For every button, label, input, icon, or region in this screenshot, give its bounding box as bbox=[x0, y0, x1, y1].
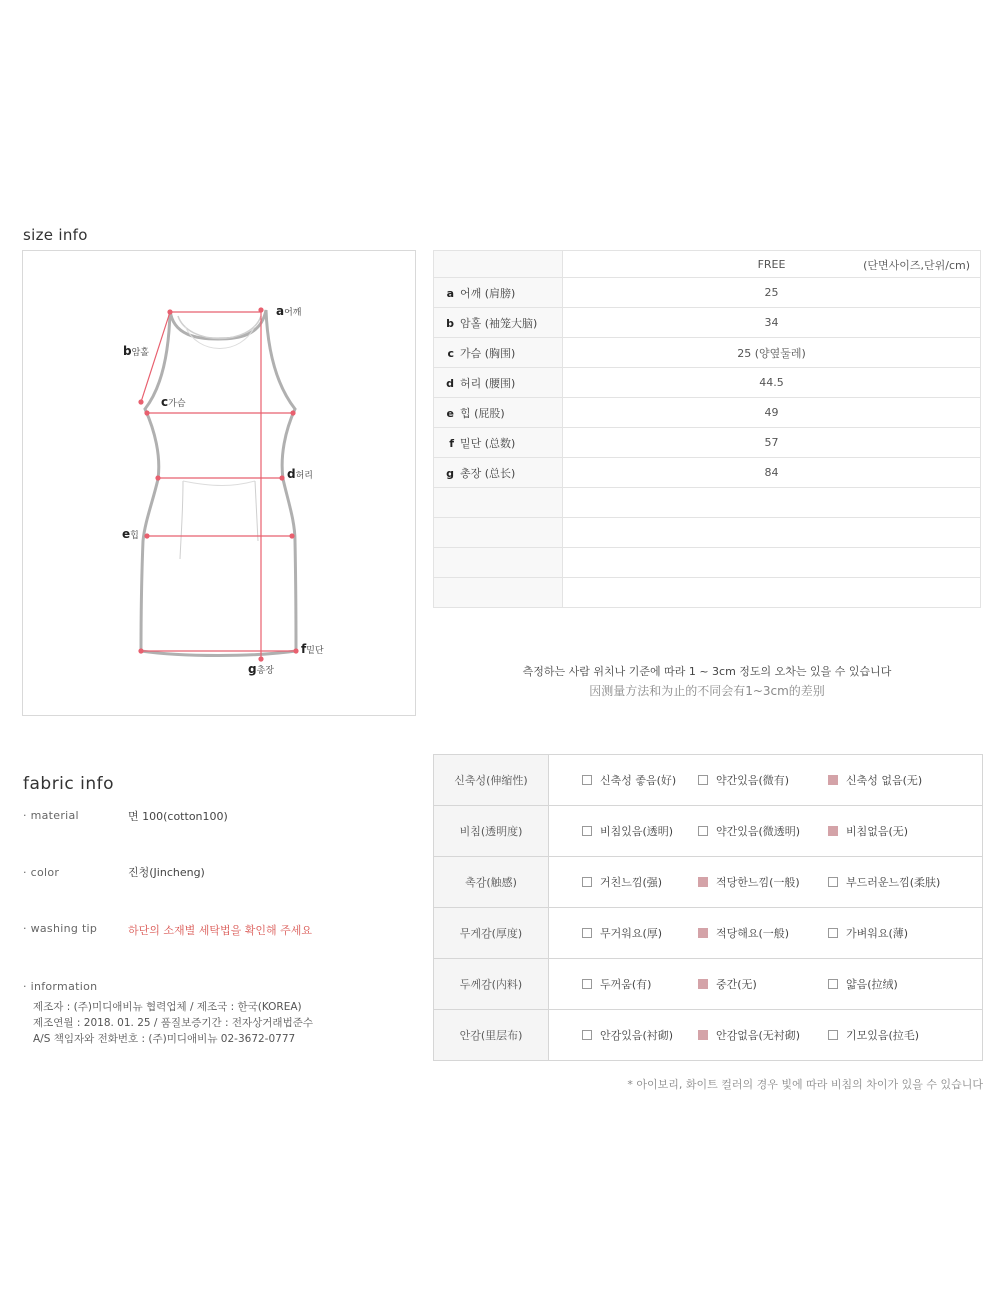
row-label: 밑단 (总数) bbox=[460, 436, 516, 450]
row-value: 25 bbox=[563, 278, 981, 308]
property-option: 가벼워요(薄) bbox=[828, 925, 908, 941]
measure-point-e2 bbox=[290, 534, 294, 538]
row-label: 힙 (屁股) bbox=[460, 406, 505, 420]
transparency-footnote: * 아이보리, 화이트 컬러의 경우 빛에 따라 비침의 차이가 있을 수 있습니다 bbox=[627, 1078, 983, 1091]
checkbox-icon bbox=[582, 1030, 592, 1040]
checkbox-icon bbox=[582, 826, 592, 836]
diagram-label-d: d허리 bbox=[287, 467, 313, 481]
color-label: · color bbox=[23, 866, 60, 879]
fabric-info-title: fabric info bbox=[23, 774, 115, 794]
diagram-label-b: b암홀 bbox=[123, 344, 149, 358]
diagram-label-c: c가슴 bbox=[161, 395, 186, 409]
size-column-free: FREE bbox=[757, 257, 786, 271]
info-line-as: A/S 책임자와 전화번호 : (주)미디애비뉴 02-3672-0777 bbox=[33, 1033, 296, 1045]
dress-outline bbox=[141, 310, 296, 656]
checkbox-icon bbox=[582, 775, 592, 785]
checkbox-checked-icon bbox=[698, 928, 708, 938]
property-option-selected: 중간(无) bbox=[698, 976, 757, 992]
checkbox-icon bbox=[698, 775, 708, 785]
table-row bbox=[434, 458, 981, 488]
row-value: 34 bbox=[563, 308, 981, 338]
property-label: 안감(里层布) bbox=[434, 1010, 549, 1061]
property-row bbox=[434, 1010, 983, 1061]
information-block bbox=[33, 999, 313, 1047]
property-option: 두꺼움(有) bbox=[582, 976, 651, 992]
dress-illustration bbox=[23, 251, 415, 715]
seam-right bbox=[255, 481, 258, 541]
measure-point-c1 bbox=[145, 411, 149, 415]
property-label: 두께감(内料) bbox=[434, 959, 549, 1010]
checkbox-checked-icon bbox=[828, 826, 838, 836]
property-row bbox=[434, 959, 983, 1010]
property-option: 부드러운느낌(柔肤) bbox=[828, 874, 940, 890]
property-option: 비침있음(透明) bbox=[582, 823, 673, 839]
measurement-note-cn: 因测量方法和为止的不同会有1~3cm的差别 bbox=[589, 684, 825, 698]
diagram-label-f: f밑단 bbox=[301, 642, 324, 656]
property-row bbox=[434, 755, 983, 806]
diagram-label-e: e힙 bbox=[122, 527, 139, 541]
property-option: 얇음(拉绒) bbox=[828, 976, 898, 992]
information-label: · information bbox=[23, 980, 98, 993]
checkbox-icon bbox=[828, 979, 838, 989]
table-row bbox=[434, 338, 981, 368]
table-row bbox=[434, 278, 981, 308]
row-key: e bbox=[446, 406, 454, 420]
row-label: 가슴 (胸围) bbox=[460, 346, 516, 360]
row-label: 어깨 (肩膀) bbox=[460, 286, 516, 300]
property-label: 신축성(伸缩性) bbox=[434, 755, 549, 806]
checkbox-icon bbox=[582, 979, 592, 989]
row-key: g bbox=[446, 466, 454, 480]
checkbox-icon bbox=[582, 928, 592, 938]
measure-point-g bbox=[259, 657, 263, 661]
checkbox-checked-icon bbox=[698, 877, 708, 887]
washing-tip-value: 하단의 소재별 세탁법을 확인해 주세요 bbox=[128, 924, 313, 937]
checkbox-icon bbox=[828, 928, 838, 938]
info-line-date: 제조연월 : 2018. 01. 25 / 품질보증기간 : 전자상거래법준수 bbox=[33, 1017, 314, 1029]
row-value: 84 bbox=[563, 458, 981, 488]
seam-waist bbox=[183, 481, 255, 486]
row-key: c bbox=[447, 346, 454, 360]
measure-point-f1 bbox=[139, 649, 143, 653]
table-row-empty bbox=[434, 488, 981, 518]
fabric-properties-table bbox=[433, 754, 983, 1061]
property-option: 신축성 좋음(好) bbox=[582, 772, 676, 788]
table-row-empty bbox=[434, 578, 981, 608]
material-label: · material bbox=[23, 809, 79, 822]
measure-point-d2 bbox=[280, 476, 284, 480]
measure-point-f2 bbox=[294, 649, 298, 653]
row-key: b bbox=[446, 316, 454, 330]
row-value: 49 bbox=[563, 398, 981, 428]
property-row bbox=[434, 908, 983, 959]
checkbox-icon bbox=[582, 877, 592, 887]
row-key: f bbox=[449, 436, 454, 450]
table-row bbox=[434, 398, 981, 428]
size-table bbox=[433, 250, 981, 608]
property-option: 기모있음(拉毛) bbox=[828, 1027, 919, 1043]
material-value: 면 100(cotton100) bbox=[128, 810, 228, 823]
measure-point-c2 bbox=[291, 411, 295, 415]
property-option: 무거워요(厚) bbox=[582, 925, 662, 941]
table-row bbox=[434, 308, 981, 338]
seam-left bbox=[180, 481, 183, 559]
color-value: 진청(Jincheng) bbox=[128, 866, 205, 879]
measure-point-e1 bbox=[145, 534, 149, 538]
property-option: 약간있음(微有) bbox=[698, 772, 789, 788]
property-option-selected: 비침없음(无) bbox=[828, 823, 908, 839]
row-key: d bbox=[446, 376, 454, 390]
row-value: 44.5 bbox=[563, 368, 981, 398]
checkbox-checked-icon bbox=[698, 979, 708, 989]
row-label: 암홀 (袖笼大脑) bbox=[460, 316, 538, 330]
row-label: 허리 (腰围) bbox=[460, 376, 516, 390]
property-label: 비침(透明度) bbox=[434, 806, 549, 857]
row-value: 57 bbox=[563, 428, 981, 458]
row-value: 25 (양옆둘레) bbox=[563, 338, 981, 368]
size-info-title: size info bbox=[23, 226, 88, 244]
table-row bbox=[434, 428, 981, 458]
property-option-selected: 신축성 없음(无) bbox=[828, 772, 922, 788]
checkbox-icon bbox=[698, 826, 708, 836]
row-key: a bbox=[446, 286, 454, 300]
unit-note: (단면사이즈,단위/cm) bbox=[863, 259, 970, 272]
washing-tip-label: · washing tip bbox=[23, 922, 98, 935]
measurement-note-ko: 측정하는 사람 위치나 기준에 따라 1 ~ 3cm 정도의 오차는 있을 수 있습니다 bbox=[522, 665, 892, 678]
checkbox-checked-icon bbox=[698, 1030, 708, 1040]
checkbox-checked-icon bbox=[828, 775, 838, 785]
size-table-corner bbox=[434, 251, 563, 278]
diagram-label-g: g총장 bbox=[248, 662, 274, 676]
property-row bbox=[434, 806, 983, 857]
property-label: 촉감(触感) bbox=[434, 857, 549, 908]
property-option-selected: 적당해요(一般) bbox=[698, 925, 789, 941]
table-row-empty bbox=[434, 548, 981, 578]
property-option: 안감있음(衬砌) bbox=[582, 1027, 673, 1043]
measure-point-b bbox=[139, 400, 143, 404]
info-line-manufacturer: 제조자 : (주)미디애비뉴 협력업체 / 제조국 : 한국(KOREA) bbox=[33, 1001, 302, 1013]
measure-point-d1 bbox=[156, 476, 160, 480]
size-table-header bbox=[563, 251, 981, 278]
property-label: 무게감(厚度) bbox=[434, 908, 549, 959]
size-table-header-row bbox=[434, 251, 981, 278]
table-row-empty bbox=[434, 518, 981, 548]
property-option: 거친느낌(强) bbox=[582, 874, 662, 890]
property-option-selected: 안감없음(无衬砌) bbox=[698, 1027, 800, 1043]
diagram-label-a: a어깨 bbox=[276, 304, 302, 318]
property-option-selected: 적당한느낌(一般) bbox=[698, 874, 800, 890]
table-row bbox=[434, 368, 981, 398]
size-diagram bbox=[22, 250, 416, 716]
checkbox-icon bbox=[828, 1030, 838, 1040]
checkbox-icon bbox=[828, 877, 838, 887]
row-label: 총장 (总长) bbox=[460, 466, 516, 480]
property-option: 약간있음(微透明) bbox=[698, 823, 800, 839]
property-row bbox=[434, 857, 983, 908]
